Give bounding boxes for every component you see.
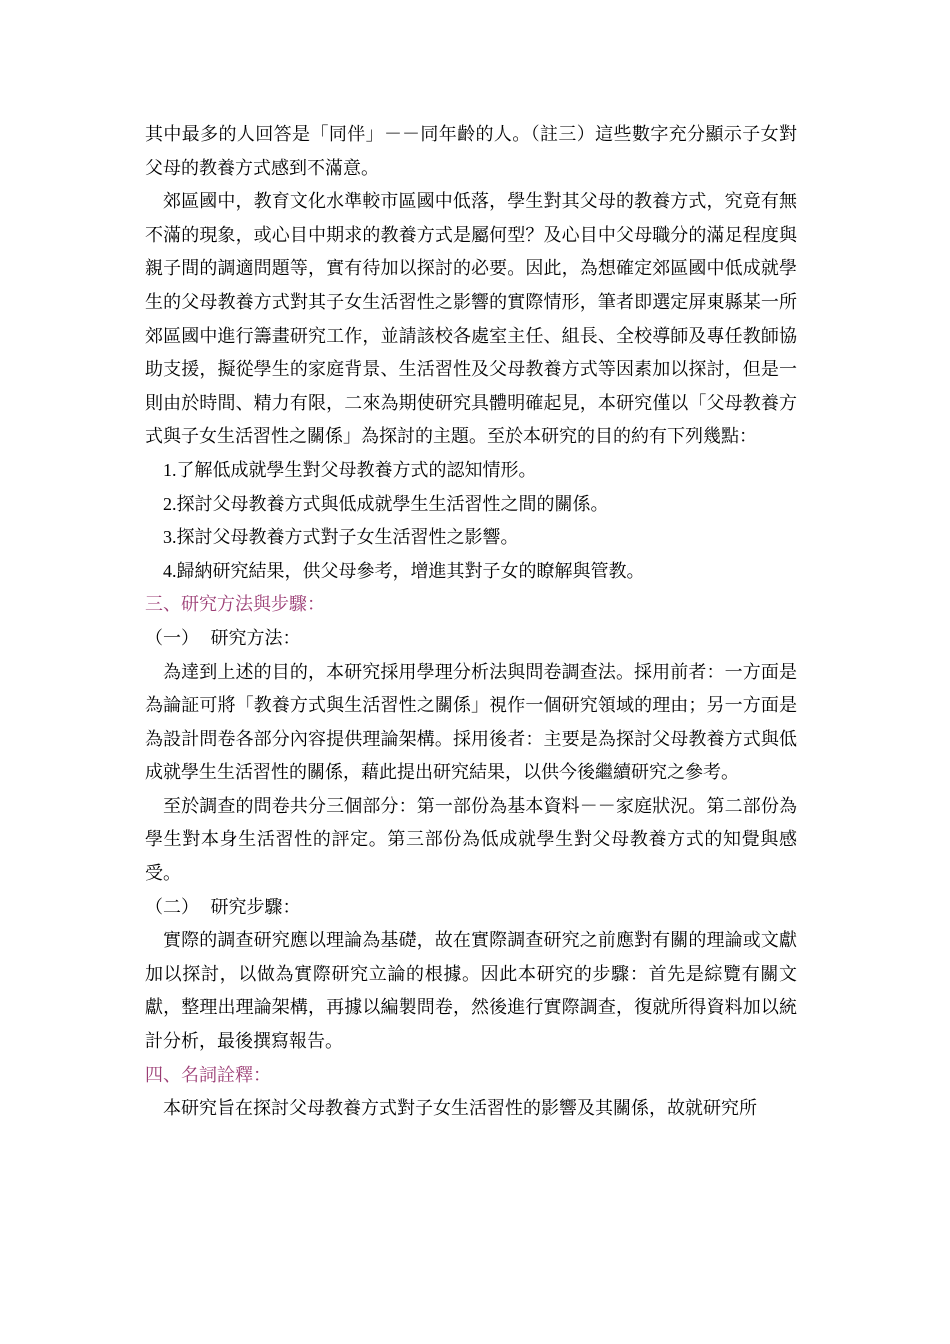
paragraph-steps: 實際的調查研究應以理論為基礎，故在實際調查研究之前應對有關的理論或文獻加以探討，以做為實際研究立論的根據。因此本研究的步驟：首先是綜覽有關文獻，整理出理論架構，再據以編製問卷，然後進行實際調查，復就所得資料加以統計分析，最後撰寫報告。 bbox=[145, 930, 797, 1053]
list-item-number: 2. bbox=[163, 493, 177, 514]
list-item bbox=[145, 488, 797, 522]
list-item bbox=[145, 521, 797, 555]
list-item-number: 1. bbox=[163, 459, 177, 480]
paragraph-background: 郊區國中，教育文化水準較市區國中低落，學生對其父母的教養方式，究竟有無不滿的現象，或心目中期求的教養方式是屬何型？及心目中父母職分的滿足程度與親子間的調適問題等，實有待加以探討的必要。因此，為想確定郊區國中低成就學生的父母教養方式對其子女生活習性之影響的實際情形，筆者即選定屏東縣某一所郊區國中進行籌畫研究工作，並請該校各處室主任、組長、全校導師及專任教師協助支援，擬從學生的家庭背景、生活習性及父母教養方式等因素加以探討，但是一則由於時間、精力有限，二來為期使研究具體明確起見，本研究僅以「父母教養方式與子女生活習性之關係」為探討的主題。至於本研究的目的約有下列幾點： bbox=[145, 191, 797, 448]
list-item-number: 4. bbox=[163, 560, 177, 581]
list-item-text: 探討父母教養方式與低成就學生生活習性之間的關係。 bbox=[176, 493, 609, 515]
section-heading-terms: 四、名詞詮釋： bbox=[145, 1064, 271, 1086]
list-item-number: 3. bbox=[163, 527, 177, 548]
section-heading-methods: 三、研究方法與步驟： bbox=[145, 594, 325, 616]
purpose-list bbox=[145, 454, 797, 588]
paragraph-questionnaire: 至於調查的問卷共分三個部分：第一部份為基本資料－－家庭狀況。第二部份為學生對本身生活習性的評定。第三部份為低成就學生對父母教養方式的知覺與感受。 bbox=[145, 795, 797, 885]
list-item bbox=[145, 454, 797, 488]
subsection-heading-method: （一） 研究方法： bbox=[145, 627, 301, 649]
paragraph-terms: 本研究旨在探討父母教養方式對子女生活習性的影響及其關係，故就研究所 bbox=[163, 1098, 757, 1120]
paragraph-method: 為達到上述的目的，本研究採用學理分析法與問卷調查法。採用前者：一方面是為論証可將「教養方式與生活習性之關係」視作一個研究領域的理由；另一方面是為設計問卷各部分內容提供理論架構。採用後者：主要是為探討父母教養方式與低成就學生生活習性的關係，藉此提出研究結果，以供今後繼續研究之參考。 bbox=[145, 661, 797, 784]
list-item-text: 了解低成就學生對父母教養方式的認知情形。 bbox=[176, 459, 537, 481]
subsection-heading-steps: （二） 研究步驟： bbox=[145, 896, 301, 918]
document-page bbox=[145, 118, 797, 1126]
list-item-text: 探討父母教養方式對子女生活習性之影響。 bbox=[176, 527, 519, 549]
list-item bbox=[145, 555, 797, 589]
paragraph-continued: 其中最多的人回答是「同伴」－－同年齡的人。（註三）這些數字充分顯示子女對父母的教養方式感到不滿意。 bbox=[145, 124, 797, 179]
list-item-text: 歸納研究結果，供父母參考，增進其對子女的瞭解與管教。 bbox=[176, 560, 645, 582]
